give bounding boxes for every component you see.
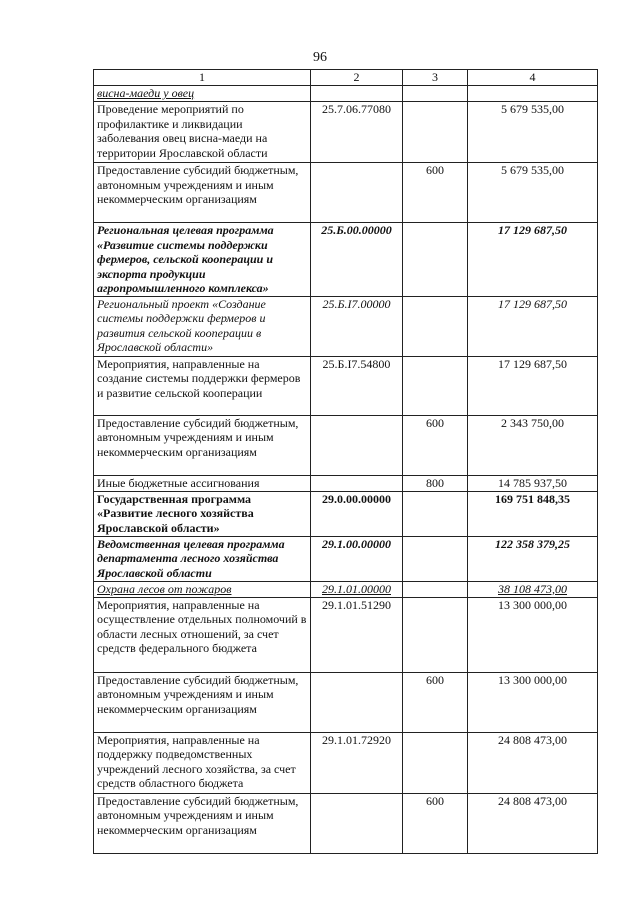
column-header-1: 1 (94, 70, 311, 86)
row-name-cell: Мероприятия, направленные на осуществление отдельных полномочий в области лесных отношений, за счет средств федерального бюджета (94, 597, 311, 672)
row-type-cell (403, 86, 468, 102)
column-header-2: 2 (311, 70, 403, 86)
row-name-cell: висна-маеди у овец (94, 86, 311, 102)
row-name-cell: Мероприятия, направленные на поддержку подведомственных учреждений лесного хозяйства, за счет средств областного бюджета (94, 732, 311, 793)
row-code-cell: 25.7.06.77080 (311, 102, 403, 163)
table-row (94, 102, 598, 163)
table-row (94, 475, 598, 491)
table-row (94, 581, 598, 597)
row-name-cell: Предоставление субсидий бюджетным, автономным учреждениям и иным некоммерческим организациям (94, 415, 311, 475)
row-amount-cell: 17 129 687,50 (468, 223, 598, 297)
row-code-cell: 29.1.01.00000 (311, 581, 403, 597)
row-name-cell: Региональный проект «Создание системы поддержки фермеров и развития сельской кооперации в Ярославской области» (94, 296, 311, 356)
row-type-cell: 600 (403, 415, 468, 475)
row-code-cell (311, 415, 403, 475)
row-type-cell (403, 102, 468, 163)
row-name-cell: Предоставление субсидий бюджетным, автономным учреждениям и иным некоммерческим организациям (94, 672, 311, 732)
row-code-cell: 29.0.00.00000 (311, 491, 403, 536)
row-type-cell (403, 597, 468, 672)
row-amount-cell: 17 129 687,50 (468, 296, 598, 356)
table-row (94, 356, 598, 415)
row-amount-cell: 14 785 937,50 (468, 475, 598, 491)
row-name-cell: Иные бюджетные ассигнования (94, 475, 311, 491)
table-row (94, 86, 598, 102)
row-code-cell: 29.1.01.51290 (311, 597, 403, 672)
row-amount-cell: 2 343 750,00 (468, 415, 598, 475)
row-code-cell (311, 672, 403, 732)
row-code-cell: 29.1.00.00000 (311, 536, 403, 581)
row-amount-cell: 13 300 000,00 (468, 672, 598, 732)
row-code-cell: 25.Б.I7.54800 (311, 356, 403, 415)
row-name-cell: Охрана лесов от пожаров (94, 581, 311, 597)
table-row (94, 223, 598, 297)
table-row (94, 672, 598, 732)
row-code-cell: 25.Б.00.00000 (311, 223, 403, 297)
row-code-cell (311, 86, 403, 102)
row-type-cell (403, 296, 468, 356)
table-row (94, 597, 598, 672)
row-name-cell: Мероприятия, направленные на создание системы поддержки фермеров и развитие сельской кооперации (94, 356, 311, 415)
row-name-cell: Предоставление субсидий бюджетным, автономным учреждениям и иным некоммерческим организациям (94, 163, 311, 223)
row-amount-cell: 13 300 000,00 (468, 597, 598, 672)
table-row (94, 163, 598, 223)
row-amount-cell: 24 808 473,00 (468, 793, 598, 853)
row-amount-cell: 24 808 473,00 (468, 732, 598, 793)
row-code-cell (311, 475, 403, 491)
table-row (94, 491, 598, 536)
row-code-cell: 29.1.01.72920 (311, 732, 403, 793)
table-header-row (94, 70, 598, 86)
table-row (94, 415, 598, 475)
table-row (94, 296, 598, 356)
row-name-cell: Проведение мероприятий по профилактике и ликвидации заболевания овец висна-маеди на территории Ярославской области (94, 102, 311, 163)
table-row (94, 732, 598, 793)
row-amount-cell: 169 751 848,35 (468, 491, 598, 536)
budget-table (93, 69, 598, 854)
page-number: 96 (313, 50, 327, 65)
table-row (94, 793, 598, 853)
row-amount-cell: 38 108 473,00 (468, 581, 598, 597)
column-header-3: 3 (403, 70, 468, 86)
row-code-cell (311, 163, 403, 223)
row-type-cell: 600 (403, 672, 468, 732)
row-type-cell (403, 732, 468, 793)
row-type-cell (403, 356, 468, 415)
row-name-cell: Предоставление субсидий бюджетным, автономным учреждениям и иным некоммерческим организациям (94, 793, 311, 853)
row-name-cell: Региональная целевая программа «Развитие системы поддержки фермеров, сельской кооперации и экспорта продукции агропромышленного комплекса» (94, 223, 311, 297)
row-name-cell: Государственная программа «Развитие лесного хозяйства Ярославской области» (94, 491, 311, 536)
row-type-cell: 800 (403, 475, 468, 491)
row-name-cell: Ведомственная целевая программа департамента лесного хозяйства Ярославской области (94, 536, 311, 581)
row-code-cell: 25.Б.I7.00000 (311, 296, 403, 356)
table-row (94, 536, 598, 581)
row-type-cell (403, 581, 468, 597)
row-type-cell (403, 536, 468, 581)
row-amount-cell: 122 358 379,25 (468, 536, 598, 581)
row-amount-cell: 17 129 687,50 (468, 356, 598, 415)
row-type-cell: 600 (403, 163, 468, 223)
row-type-cell (403, 491, 468, 536)
row-code-cell (311, 793, 403, 853)
row-type-cell: 600 (403, 793, 468, 853)
column-header-4: 4 (468, 70, 598, 86)
row-amount-cell: 5 679 535,00 (468, 102, 598, 163)
row-amount-cell (468, 86, 598, 102)
row-type-cell (403, 223, 468, 297)
row-amount-cell: 5 679 535,00 (468, 163, 598, 223)
